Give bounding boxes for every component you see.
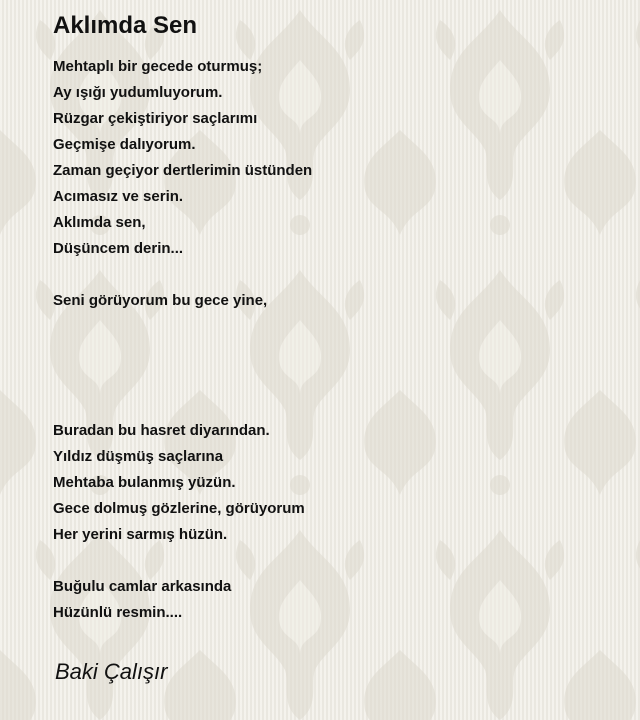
poem-line: Zaman geçiyor dertlerimin üstünden xyxy=(53,162,313,179)
poem-line: Buğulu camlar arkasında xyxy=(53,578,232,595)
poem-container xyxy=(53,12,613,652)
poem-line: Mehtaba bulanmış yüzün. xyxy=(53,474,236,491)
poem-author: Baki Çalışır xyxy=(55,659,168,684)
poem-line: Yıldız düşmüş saçlarına xyxy=(53,448,224,465)
stanza-gap xyxy=(53,340,613,418)
poem-line: Rüzgar çekiştiriyor saçlarımı xyxy=(53,110,258,127)
stanza-2 xyxy=(53,288,613,314)
poem-line: Aklımda sen, xyxy=(53,214,146,231)
stanza-3 xyxy=(53,418,613,548)
poem-title: Aklımda Sen xyxy=(53,12,198,39)
poem-line: Mehtaplı bir gecede oturmuş; xyxy=(53,58,263,75)
poem-line: Gece dolmuş gözlerine, görüyorum xyxy=(53,500,305,517)
stanza-1 xyxy=(53,54,613,262)
poem-line: Buradan bu hasret diyarından. xyxy=(53,422,270,439)
poem-line: Ay ışığı yudumluyorum. xyxy=(53,84,223,101)
poem-line: Geçmişe dalıyorum. xyxy=(53,136,196,153)
poem-line: Düşüncem derin... xyxy=(53,240,184,257)
poem-line: Her yerini sarmış hüzün. xyxy=(53,526,228,543)
poem-line: Acımasız ve serin. xyxy=(53,188,184,205)
stanza-4 xyxy=(53,574,613,626)
poem-line: Hüzünlü resmin.... xyxy=(53,604,183,621)
poem-line: Seni görüyorum bu gece yine, xyxy=(53,292,268,309)
